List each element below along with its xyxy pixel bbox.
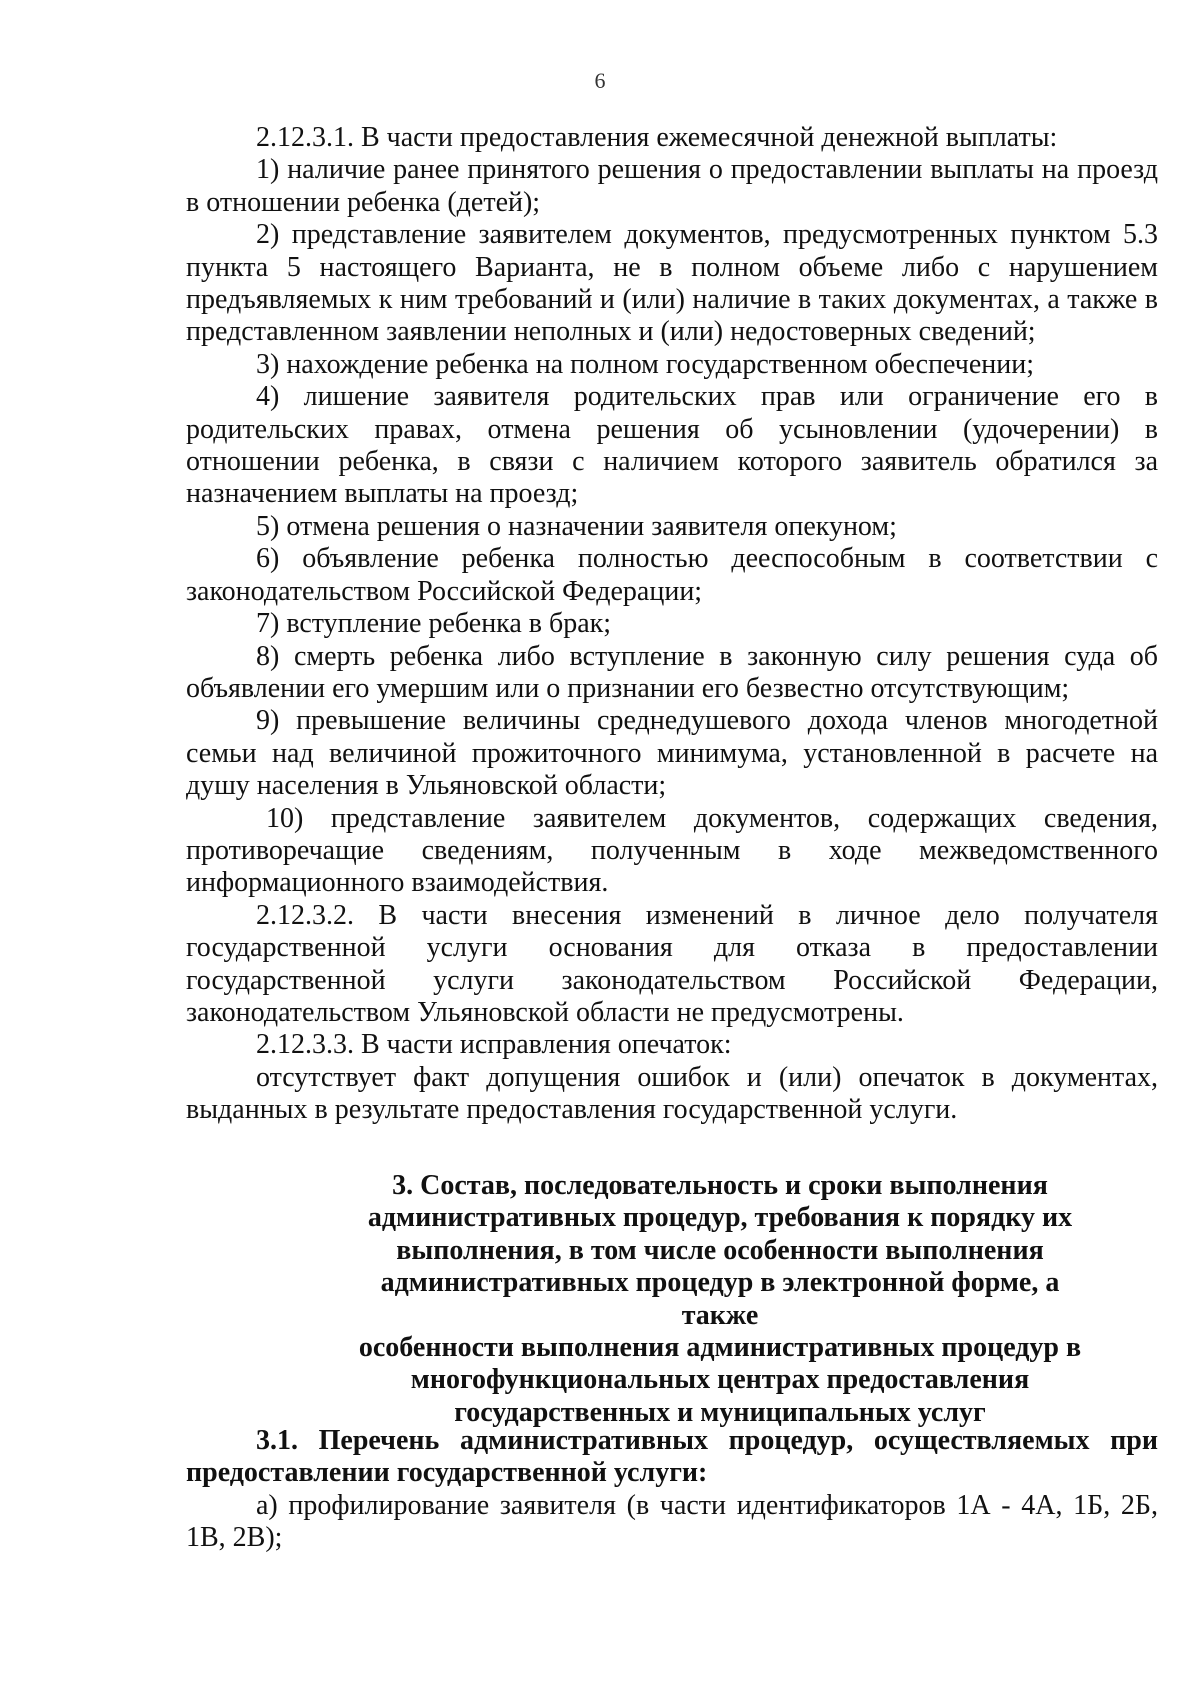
heading-line: административных процедур, требования к порядку их — [367, 1202, 1073, 1234]
heading-line: многофункциональных центрах предоставления — [410, 1364, 1030, 1396]
list-item-8: 8) смерть ребенка либо вступление в законную силу решения суда об объявлении его умершим или о признании его безвестно отсутствующим; — [186, 640, 1158, 704]
section-3-1 — [186, 1425, 1158, 1555]
list-item-2: 2) представление заявителем документов, предусмотренных пунктом 5.3 пункта 5 настоящего Варианта, не в полном объеме либо с нарушением предъявляемых к ним требований и (или) наличие в таких документах, а также в представленном заявлении неполных и (или) недостоверных сведений; — [186, 219, 1158, 348]
list-item-7: 7) вступление ребенка в брак; — [256, 608, 612, 640]
paragraph-2-12-3-1: 2.12.3.1. В части предоставления ежемесячной денежной выплаты: — [256, 122, 1058, 153]
section-3-1-title: 3.1. Перечень административных процедур, осуществляемых при предоставлении государственной услуги: — [186, 1425, 1158, 1489]
list-item-10: 10) представление заявителем документов, содержащих сведения, противоречащие сведениям, полученным в ходе межведомственного информационного взаимодействия. — [186, 802, 1158, 899]
page-number: 6 — [594, 68, 606, 93]
list-item-5: 5) отмена решения о назначении заявителя опекуном; — [256, 510, 897, 542]
section-3-1-item-a: а) профилирование заявителя (в части идентификаторов 1А - 4А, 1Б, 2Б, 1В, 2В); — [186, 1489, 1158, 1554]
heading-line: административных процедур в электронной форме, а также — [380, 1267, 1060, 1331]
document-body — [186, 122, 1158, 1127]
paragraph-2-12-3-3: 2.12.3.3. В части исправления опечаток: — [256, 1029, 732, 1061]
list-item-4: 4) лишение заявителя родительских прав или ограничение его в родительских правах, отмена решения об усыновлении (удочерении) в отношении ребенка, в связи с наличием которого заявитель обратился за назначением выплаты на проезд; — [186, 381, 1158, 510]
list-item-6: 6) объявление ребенка полностью дееспособным в соответствии с законодательством Российской Федерации; — [186, 543, 1158, 607]
heading-line: выполнения, в том числе особенности выполнения — [396, 1234, 1044, 1266]
heading-line: 3. Состав, последовательность и сроки выполнения — [392, 1170, 1048, 1201]
heading-line: государственных и муниципальных услуг — [454, 1396, 986, 1428]
section-3-heading — [355, 1170, 1085, 1429]
heading-line: особенности выполнения административных процедур в — [358, 1332, 1082, 1364]
list-item-3: 3) нахождение ребенка на полном государственном обеспечении; — [256, 348, 1035, 380]
paragraph-2-12-3-2: 2.12.3.2. В части внесения изменений в личное дело получателя государственной услуги основания для отказа в предоставлении государственной услуги законодательством Российской Федерации, законодательством Ульяновской области не предусмотрены. — [186, 899, 1158, 1028]
paragraph-no-errors: отсутствует факт допущения ошибок и (или) опечаток в документах, выданных в результате предоставления государственной услуги. — [186, 1061, 1158, 1126]
list-item-1: 1) наличие ранее принятого решения о предоставлении выплаты на проезд в отношении ребенка (детей); — [186, 154, 1158, 218]
list-item-9: 9) превышение величины среднедушевого дохода членов многодетной семьи над величиной прожиточного минимума, установленной в расчете на душу населения в Ульяновской области; — [186, 705, 1158, 802]
